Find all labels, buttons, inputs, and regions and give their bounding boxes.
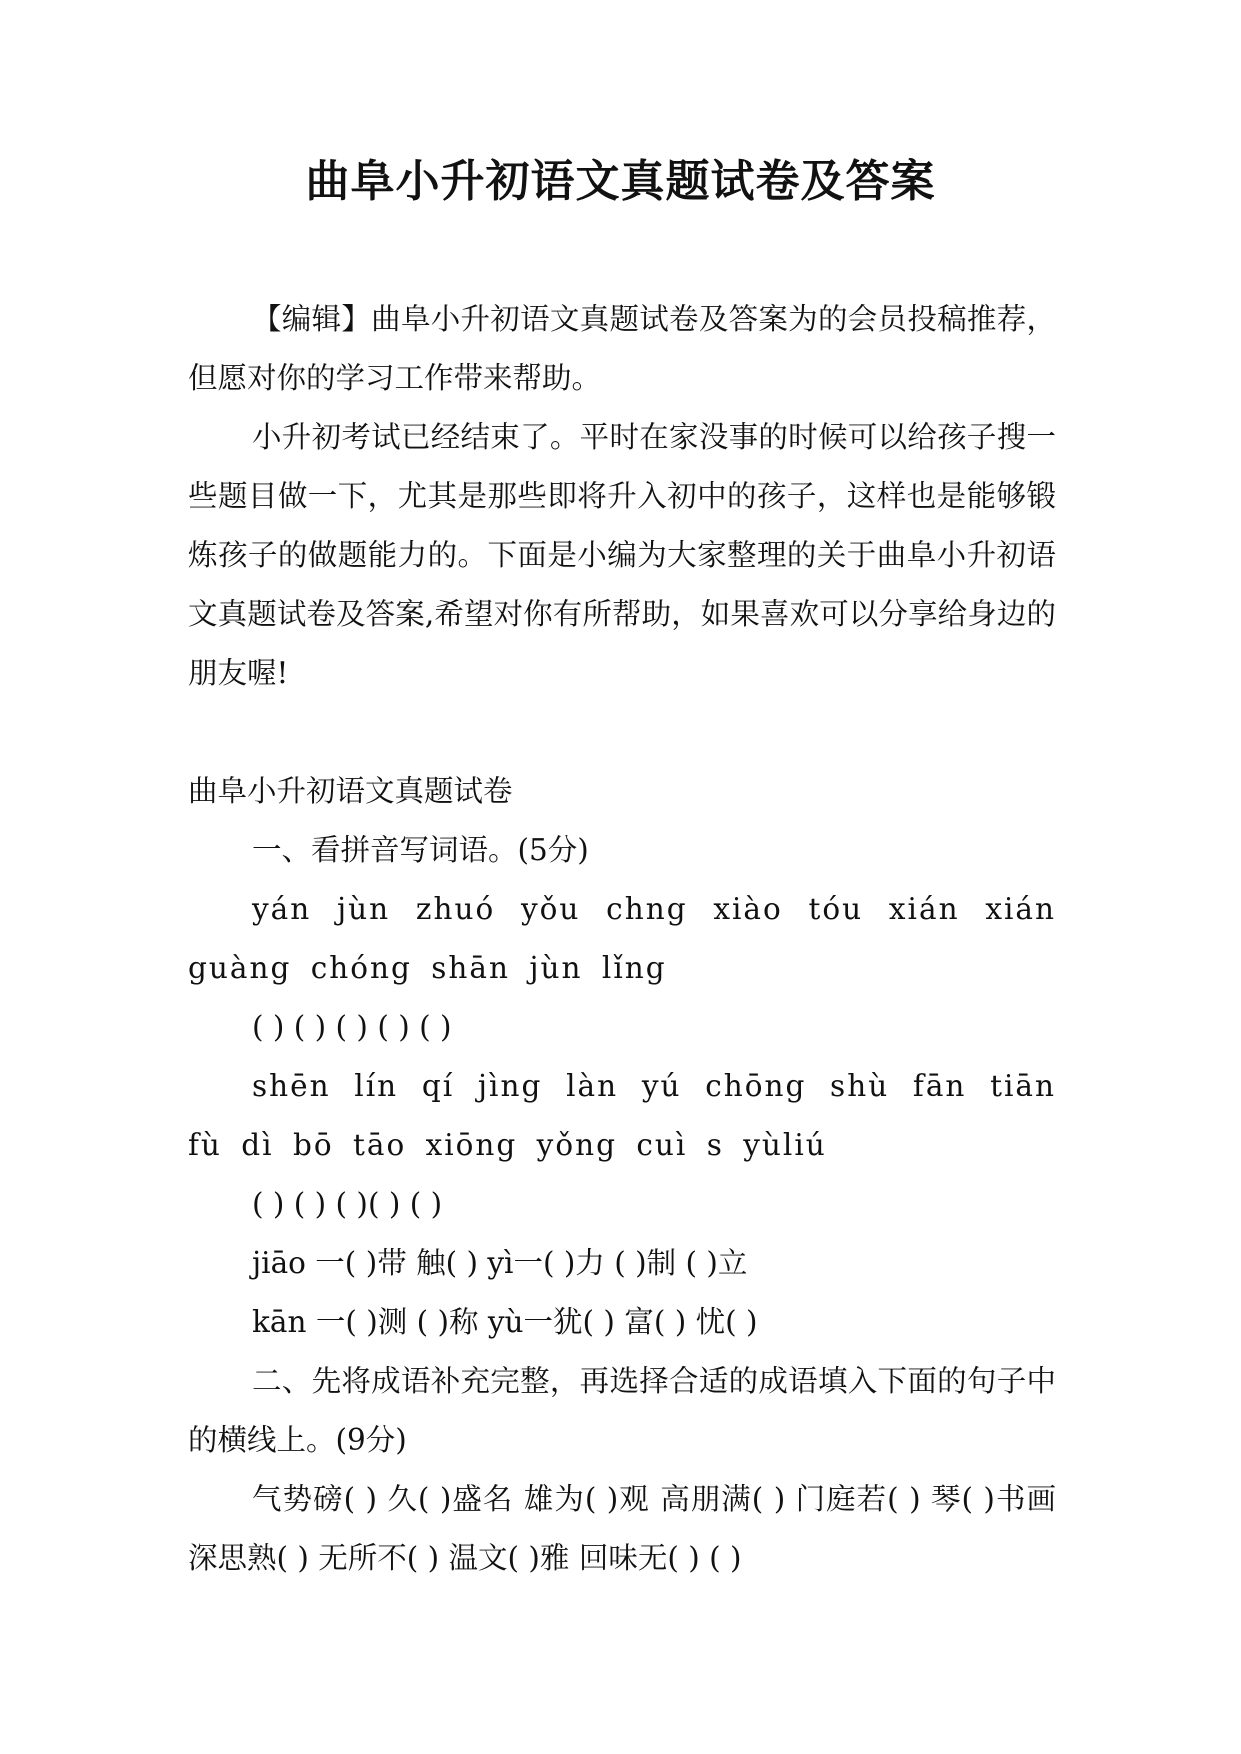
question1-line3: jiāo 一( )带 触( ) yì一( )力 ( )制 ( )立: [252, 1246, 748, 1280]
question1-line4: kān 一( )测 ( )称 yù一犹( ) 富( ) 忧( ): [252, 1305, 758, 1339]
question1-pinyin-line1: yán jùn zhuó yǒu chng xiào tóu xián xián guàng chóng shān jùn lǐng: [188, 892, 1056, 985]
question1-pinyin-line2: shēn lín qí jìng làn yú chōng shù fān tiān fù dì bō tāo xiōng yǒng cuì s yùliú: [188, 1069, 1056, 1162]
question2-heading: 二、先将成语补充完整，再选择合适的成语填入下面的句子中的横线上。(9分): [188, 1364, 1056, 1457]
question1-blanks-line2: ( ) ( ) ( )( ) ( ): [252, 1187, 443, 1221]
question1-blanks-line1: ( ) ( ) ( ) ( ) ( ): [252, 1010, 452, 1044]
question1-heading: 一、看拼音写词语。(5分): [252, 833, 589, 867]
description-paragraph: 小升初考试已经结束了。平时在家没事的时候可以给孩子搜一些题目做一下，尤其是那些即将升入初中的孩子，这样也是能够锻炼孩子的做题能力的。下面是小编为大家整理的关于曲阜小升初语文真题试卷及答案,希望对你有所帮助，如果喜欢可以分享给身边的朋友喔!: [188, 420, 1056, 690]
spacer: [188, 703, 1056, 762]
question2-idioms-line: 气势磅( ) 久( )盛名 雄为( )观 高朋满( ) 门庭若( ) 琴( )书画 深思熟( ) 无所不( ) 温文( )雅 回味无( ) ( ): [188, 1482, 1056, 1575]
intro-paragraph: 【编辑】曲阜小升初语文真题试卷及答案为的会员投稿推荐，但愿对你的学习工作带来帮助。: [188, 302, 1056, 395]
document-title: 曲阜小升初语文真题试卷及答案: [305, 156, 936, 207]
section-heading: 曲阜小升初语文真题试卷: [188, 774, 513, 808]
document-body: [188, 290, 1056, 1588]
